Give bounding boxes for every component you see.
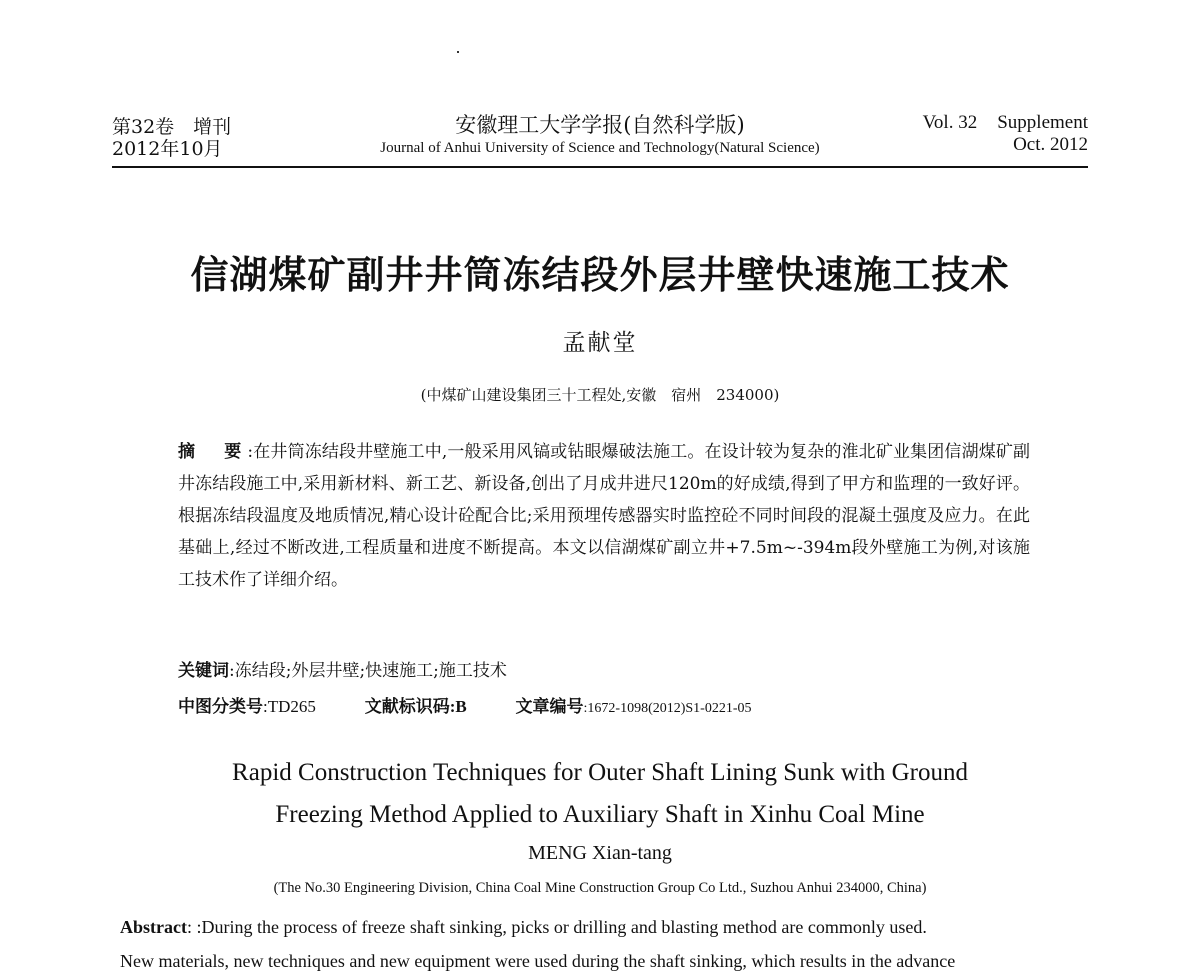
keywords-text-cn: :冻结段;外层井壁;快速施工;施工技术	[229, 661, 507, 681]
header-rule	[112, 166, 1088, 168]
title-en	[100, 752, 1100, 836]
volume-cn: 第32卷 增刊	[112, 116, 232, 138]
date-cn: 2012年10月	[112, 138, 223, 160]
affiliation-en: (The No.30 Engineering Division, China Coal Mine Construction Group Co Ltd., Suzhou Anhui 234000, China)	[273, 880, 927, 896]
journal-name-cn: 安徽理工大学学报(自然科学版)	[455, 113, 745, 137]
header-right	[923, 112, 1088, 156]
affiliation-cn: (中煤矿山建设集团三十工程处,安徽 宿州 234000)	[420, 386, 780, 404]
journal-name-en: Journal of Anhui University of Science and Technology(Natural Science)	[380, 140, 820, 156]
volume-en: Vol. 32	[922, 112, 978, 133]
abstract-text-en: : :During the process of freeze shaft sinking, picks or drilling and blasting method are commonly used.	[186, 917, 927, 937]
doc-code-value: :B	[449, 697, 467, 716]
abstract-cn	[178, 436, 1030, 596]
header-left	[112, 116, 231, 160]
abstract-en-continued: New materials, new techniques and new equipment were used during the shaft sinking, which results in the advance	[120, 951, 956, 971]
scan-speck	[457, 51, 459, 53]
title-cn: 信湖煤矿副井井筒冻结段外层井壁快速施工技术	[190, 252, 1010, 297]
doc-code-label: 文献标识码	[364, 697, 450, 717]
article-no-value: :1672-1098(2012)S1-0221-05	[583, 701, 752, 716]
abstract-label-en: Abstract	[120, 917, 187, 937]
author-en: MENG Xian-tang	[528, 842, 672, 864]
classification-line	[178, 692, 752, 717]
keywords-label-cn: 关键词	[178, 661, 229, 681]
header-center	[330, 112, 870, 158]
article-no-label: 文章编号	[515, 697, 584, 717]
date-en: Oct. 2012	[1013, 134, 1088, 155]
title-en-line2: Freezing Method Applied to Auxiliary Shaft in Xinhu Coal Mine	[275, 801, 925, 828]
clc-label: 中图分类号	[178, 697, 263, 717]
supplement-en: Supplement	[997, 112, 1088, 133]
author-cn: 孟献堂	[562, 330, 638, 356]
clc-value: :TD265	[263, 697, 316, 716]
abstract-en	[120, 912, 1080, 942]
abstract-label-cn: 摘 要	[178, 442, 248, 462]
title-en-line1: Rapid Construction Techniques for Outer Shaft Lining Sunk with Ground	[232, 759, 968, 786]
abstract-text-cn: :在井筒冻结段井壁施工中,一般采用风镐或钻眼爆破法施工。在设计较为复杂的淮北矿业集团信湖煤矿副井冻结段施工中,采用新材料、新工艺、新设备,创出了月成井进尺120m的好成绩,得到了甲方和监理的一致好评。根据冻结段温度及地质情况,精心设计砼配合比;采用预埋传感器实时监控砼不同时间段的混凝土强度及应力。在此基础上,经过不断改进,工程质量和进度不断提高。本文以信湖煤矿副立井+7.5m~-394m段外壁施工为例,对该施工技术作了详细介绍。	[178, 442, 1030, 590]
keywords-cn	[178, 656, 507, 681]
